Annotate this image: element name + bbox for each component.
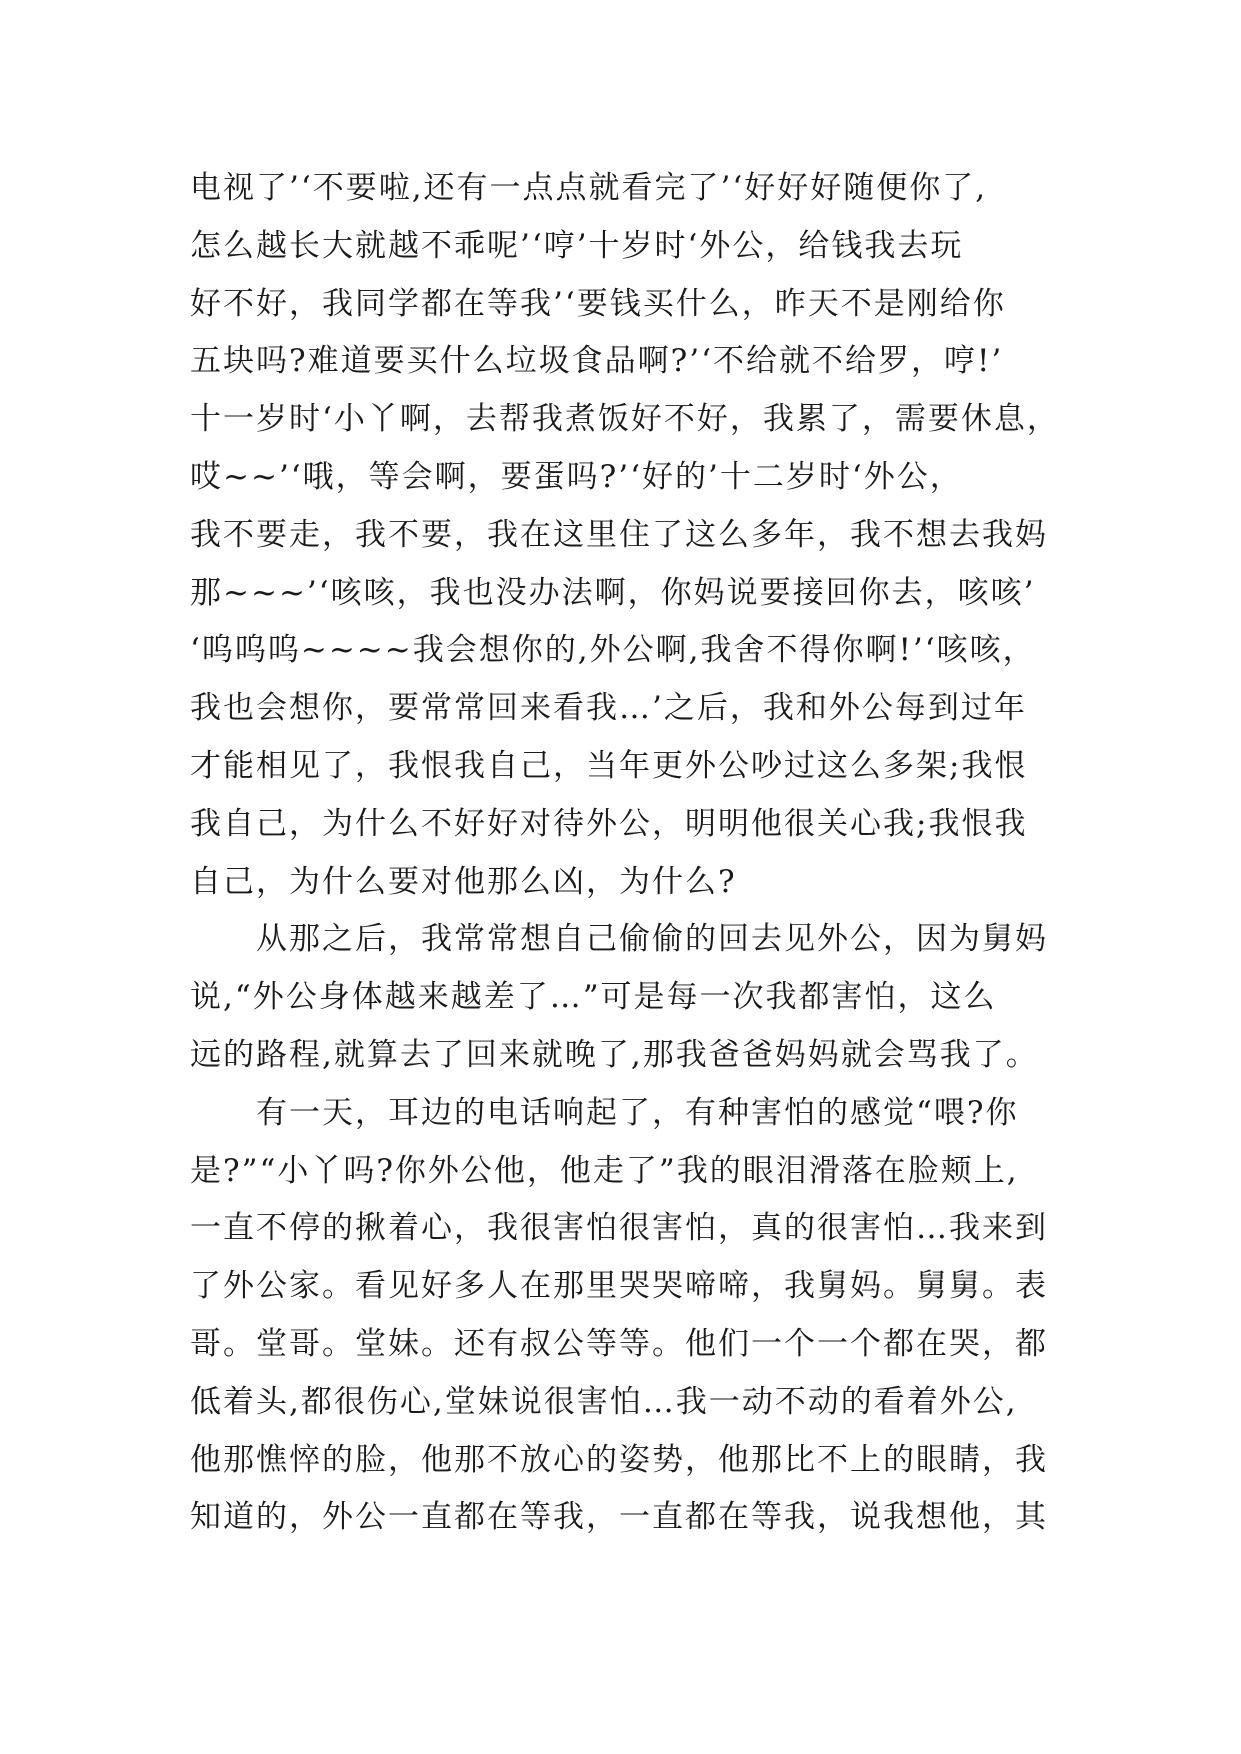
text-line: 我不要走，我不要，我在这里住了这么多年，我不想去我妈 [190,516,1048,553]
text-line: ‘呜呜呜~~~~我会想你的,外公啊,我舍不得你啊!’‘咳咳， [190,632,1036,669]
text-line: 那~~~’‘咳咳，我也没办法啊，你妈说要接回你去，咳咳’ [190,574,1036,611]
text-line: 自己，为什么要对他那么凶，为什么? [190,863,737,900]
text-line: 好不好，我同学都在等我’‘要钱买什么，昨天不是刚给你 [190,285,1006,322]
text-line: 哥。堂哥。堂妹。还有叔公等等。他们一个一个都在哭，都 [190,1325,1048,1362]
text-line: 低着头,都很伤心,堂妹说很害怕…我一动不动的看着外公, [190,1383,1018,1420]
text-line: 才能相见了，我恨我自己，当年更外公吵过这么多架;我恨 [190,747,1028,784]
text-line: 知道的，外公一直都在等我，一直都在等我，说我想他，其 [190,1499,1048,1536]
text-line: 他那憔悴的脸，他那不放心的姿势，他那比不上的眼睛，我 [190,1441,1048,1478]
text-line: 电视了’‘不要啦,还有一点点就看完了’‘好好好随便你了, [190,170,988,206]
text-line: 有一天，耳边的电话响起了，有种害怕的感觉“喂?你 [190,1094,1019,1131]
text-line: 哎~~’‘哦，等会啊，要蛋吗?’‘好的’十二岁时‘外公， [190,458,963,495]
text-line: 五块吗?难道要买什么垃圾食品啊?’‘不给就不给罗，哼!’ [190,343,1004,380]
text-line: 我也会想你，要常常回来看我…’之后，我和外公每到过年 [190,690,1027,727]
body-text [190,160,1070,1547]
text-line: 了外公家。看见好多人在那里哭哭啼啼，我舅妈。舅舅。表 [190,1268,1048,1305]
text-line: 从那之后，我常常想自己偷偷的回去见外公，因为舅妈 [190,921,1048,958]
text-line: 十一岁时‘小丫啊，去帮我煮饭好不好，我累了，需要休息， [190,401,1060,438]
text-line: 一直不停的揪着心，我很害怕很害怕，真的很害怕…我来到 [190,1210,1048,1247]
text-line: 我自己，为什么不好好对待外公，明明他很关心我;我恨我 [190,805,1028,842]
text-line: 远的路程,就算去了回来就晚了,那我爸爸妈妈就会骂我了。 [190,1036,1039,1073]
text-line: 说,“外公身体越来越差了…”可是每一次我都害怕，这么 [190,979,997,1016]
text-line: 是?”“小丫吗?你外公他，他走了”我的眼泪滑落在脸颊上, [190,1152,1019,1189]
text-line: 怎么越长大就越不乖呢’‘哼’十岁时‘外公，给钱我去玩 [190,227,964,264]
